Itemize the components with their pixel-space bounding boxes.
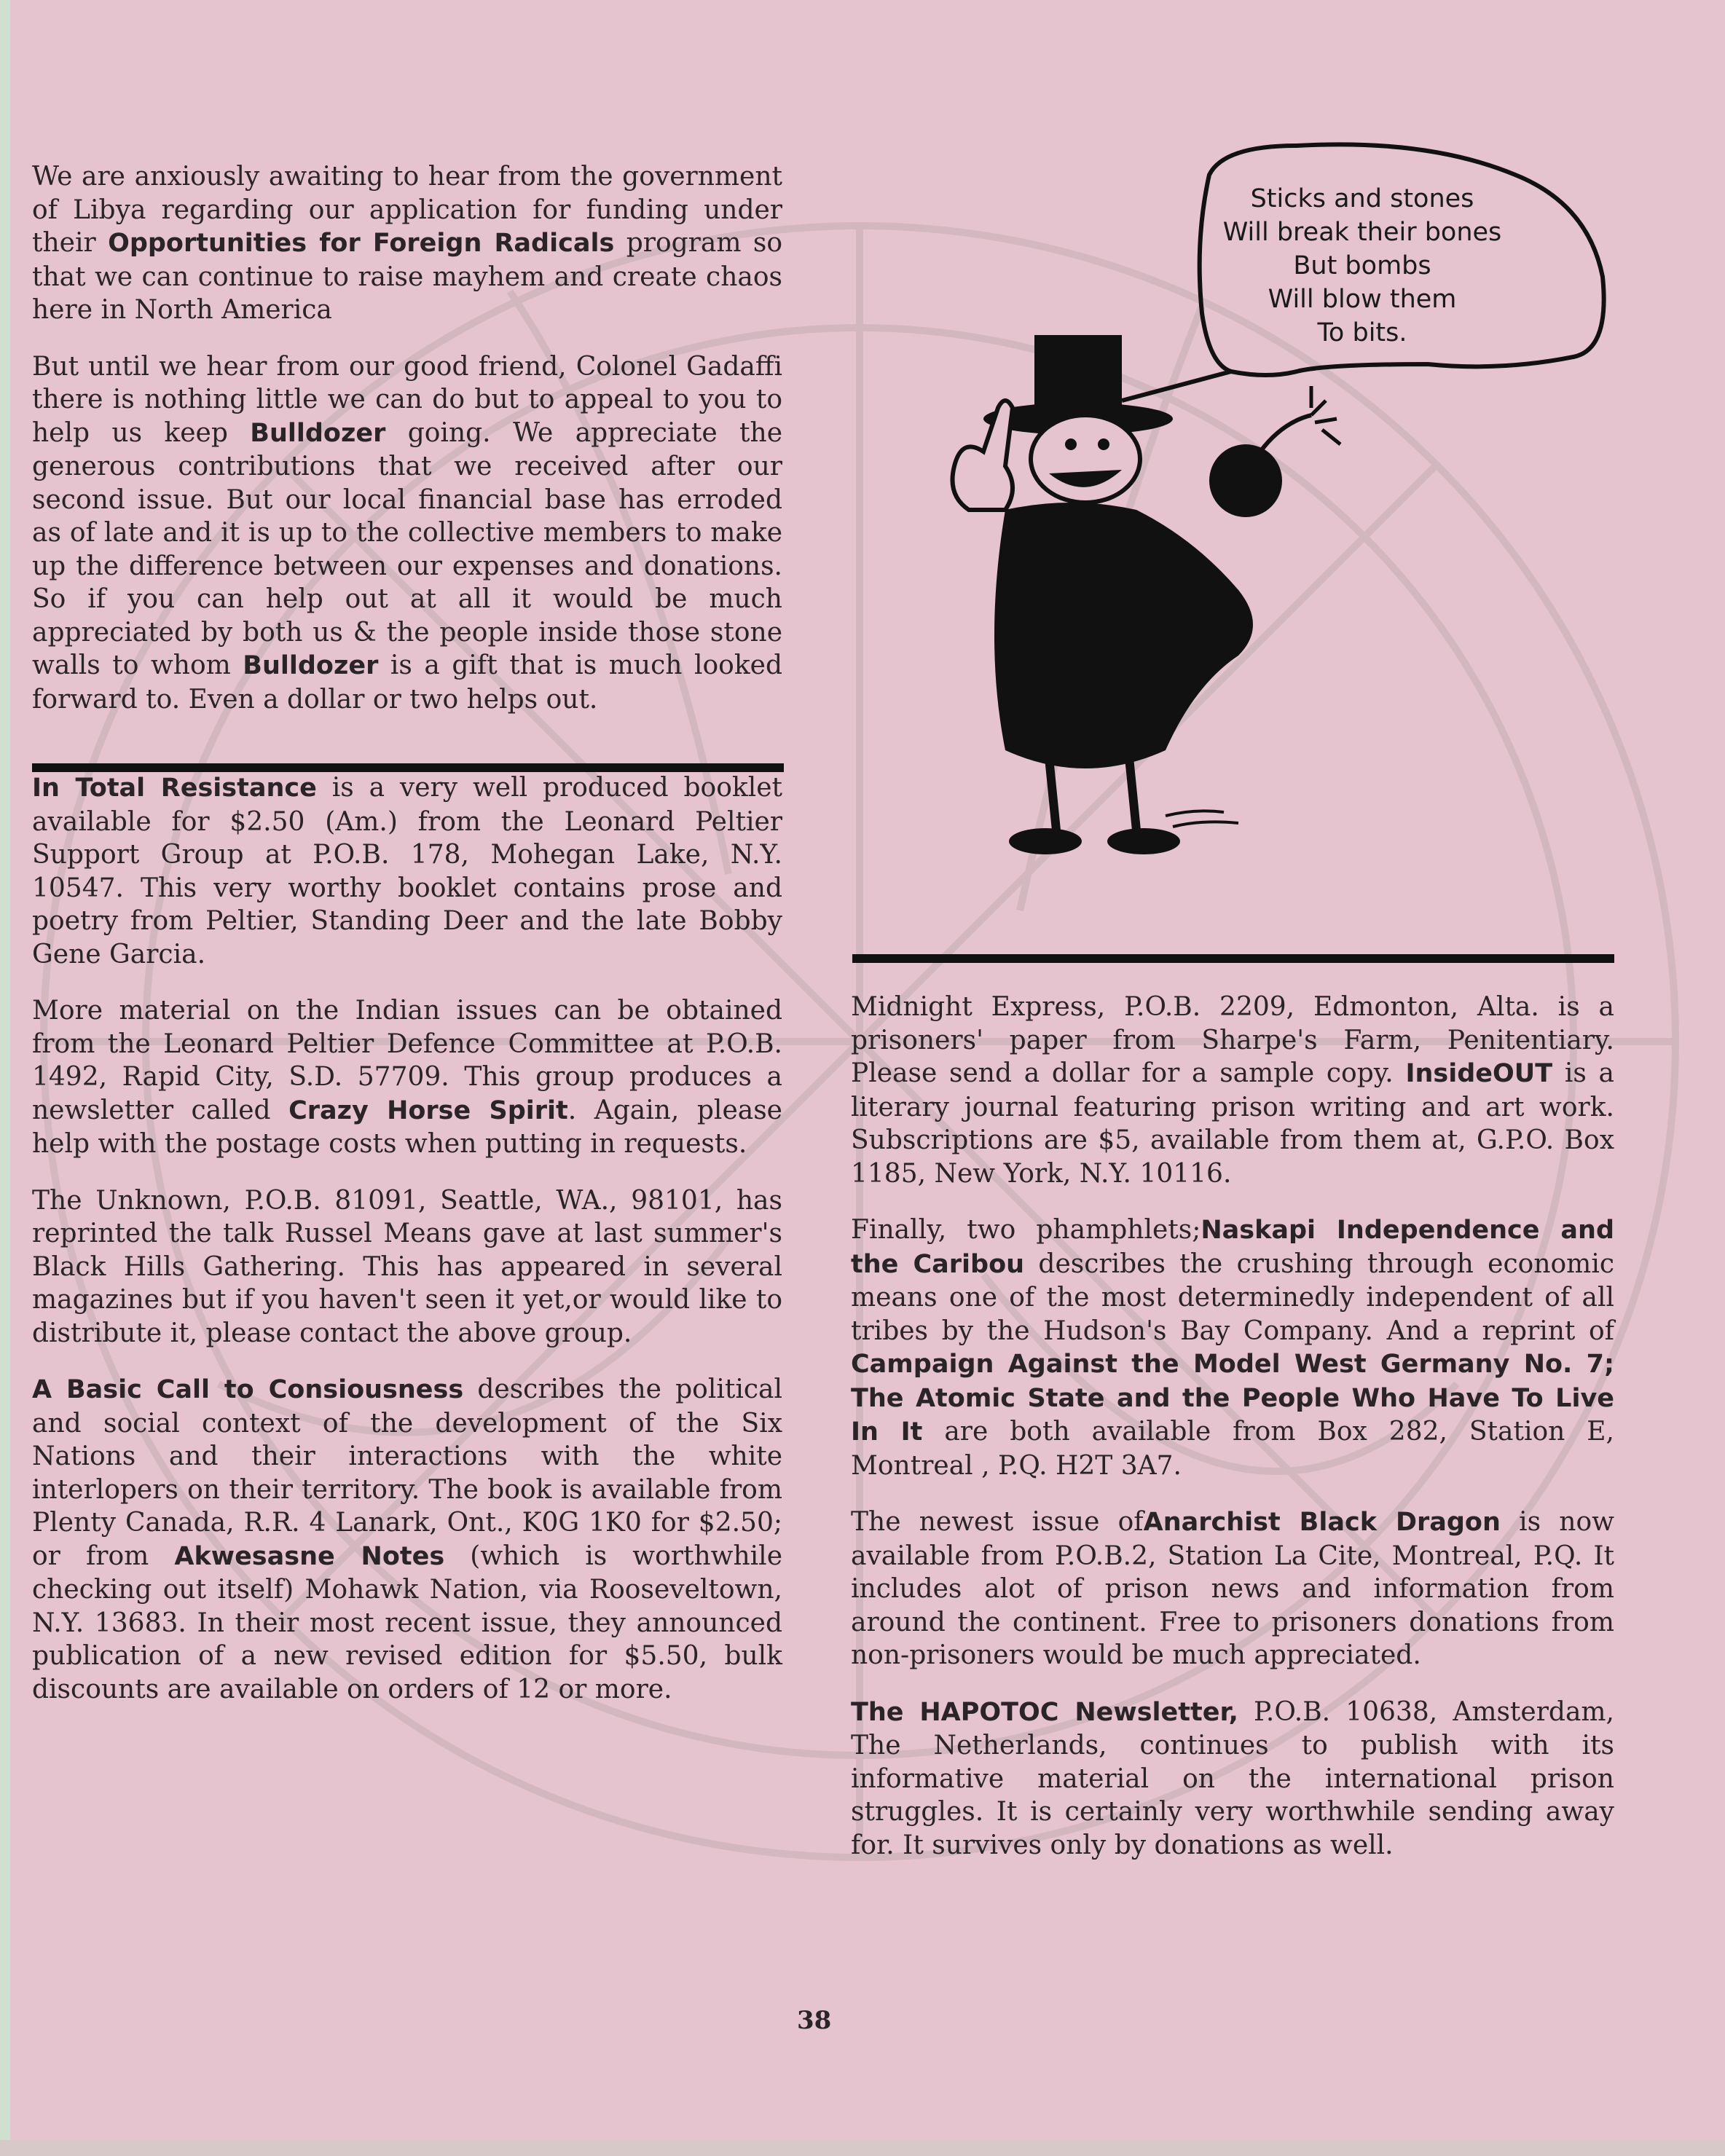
black-dragon-paragraph: The newest issue ofAnarchist Black Dragon is now available from P.O.B.2, Station La Cite, Montreal, P.Q. It includes alot of prison news and information from around the continent. Free to prisoners donations from non-prisoners would be much appreciated. xyxy=(851,1507,1614,1670)
midnight-express-paragraph: Midnight Express, P.O.B. 2209, Edmonton, Alta. is a prisoners' paper from Sharpe's Farm, Penitentiary. Please send a dollar for a sample copy. InsideOUT is a literary journal featuring prison writing and art work. Subscriptions are $5, available from them at, G.P.O. Box 1185, New York, N.Y. 10116. xyxy=(851,992,1614,1189)
appeal-paragraph: But until we hear from our good friend, Colonel Gadaffi there is nothing little we can do but to appeal to you to help us keep Bulldozer going. We appreciate the generous contributions that we received after our second issue. But our local financial base has erroded as of late and it is up to the collective members to make up the difference between our expenses and donations. So if you can help out at all it would be much appreciated by both us & the people inside those stone walls to whom Bulldozer is a gift that is much looked forward to. Even a dollar or two helps out. xyxy=(32,351,783,715)
left-column xyxy=(32,160,782,1729)
total-resistance-paragraph: In Total Resistance is a very well produced booklet available for $2.50 (Am.) from the Leonard Peltier Support Group at P.O.B. 178, Mohegan Lake, N.Y. 10547. This very worthy booklet contains prose and poetry from Peltier, Standing Deer and the late Bobby Gene Garcia. xyxy=(32,773,783,969)
basic-call-paragraph: A Basic Call to Consiousness describes the political and social context of the development of the Six Nations and their interactions with the white interlopers on their territory. The book is available from Plenty Canada, R.R. 4 Lanark, Ont., K0G 1K0 for $2.50; or from Akwesasne Notes (which is worthwhile checking out itself) Mohawk Nation, via Rooseveltown, N.Y. 13683. In their most recent issue, they announced publication of a new revised edition for $5.50, bulk discounts are available on orders of 12 or more. xyxy=(32,1374,783,1704)
right-column xyxy=(851,991,1614,1885)
speech-line: But bombs xyxy=(1293,251,1431,280)
section-divider-left xyxy=(32,763,784,772)
hapotoc-paragraph: The HAPOTOC Newsletter, P.O.B. 10638, Amsterdam, The Netherlands, continues to publish with its informative material on the international prison struggles. It is certainly very worthwhile sending away for. It survives only by donations as well. xyxy=(851,1696,1614,1860)
page-number: 38 xyxy=(797,2006,832,2035)
speech-bubble-text xyxy=(1195,182,1530,350)
page-edge-bottom xyxy=(0,2140,1725,2156)
speech-line: To bits. xyxy=(1317,318,1407,347)
the-unknown-paragraph: The Unknown, P.O.B. 81091, Seattle, WA., 98101, has reprinted the talk Russel Means gave at last summer's Black Hills Gathering. This has appeared in several magazines but if you haven't seen it yet,or would like to distribute it, please contact the above group. xyxy=(32,1185,782,1348)
speech-line: Will break their bones xyxy=(1222,218,1502,247)
speech-line: Will blow them xyxy=(1268,285,1457,314)
peltier-defence-paragraph: More material on the Indian issues can be obtained from the Leonard Peltier Defence Committee at P.O.B. 1492, Rapid City, S.D. 57709. This group produces a newsletter called Crazy Horse Spirit. Again, please help with the postage costs when putting in requests. xyxy=(32,996,782,1159)
section-divider-right xyxy=(852,954,1614,963)
speech-line: Sticks and stones xyxy=(1250,184,1474,213)
libya-paragraph: We are anxiously awaiting to hear from the government of Libya regarding our application for funding under their Opportunities for Foreign Radicals program so that we can continue to raise mayhem and create chaos here in North America xyxy=(32,162,782,325)
naskapi-paragraph: Finally, two phamphlets;Naskapi Independence and the Caribou describes the crushing through economic means one of the most determinedly independent of all tribes by the Hudson's Bay Company. And a reprint of Campaign Against the Model West Germany No. 7; The Atomic State and the People Who Have To Live In It are both available from Box 282, Station E, Montreal , P.Q. H2T 3A7. xyxy=(851,1215,1614,1481)
